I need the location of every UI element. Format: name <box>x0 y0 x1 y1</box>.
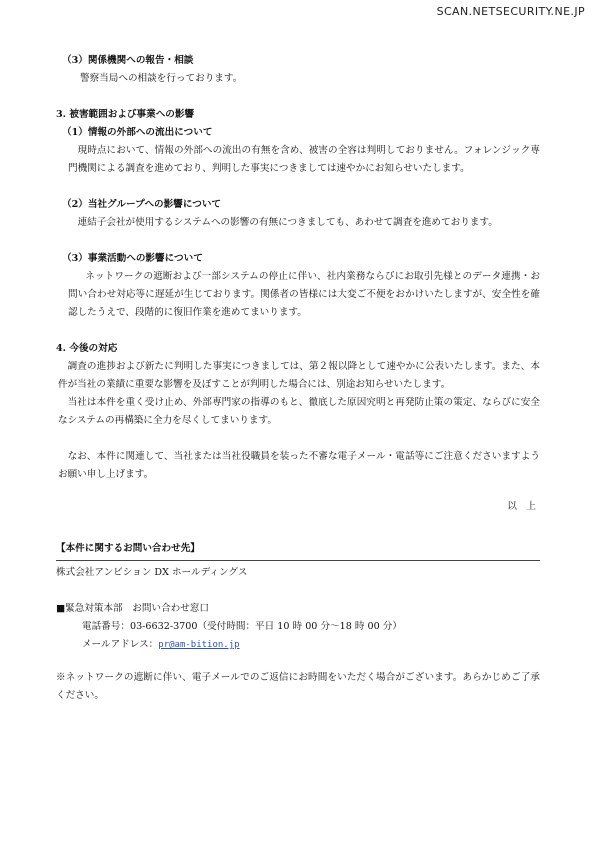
section-heading: （1）情報の外部への流出について <box>62 127 213 138</box>
mail-label: メールアドレス： <box>82 639 159 650</box>
section-heading: （3）関係機関への報告・相談 <box>62 55 194 66</box>
paragraph: 現時点において、情報の外部への流出の有無を含め、被害の全容は判明しておりません。フォレンジック専門機関による調査を進めており、判明した事実につきましては速やかにお知らせいたします。 <box>68 145 540 174</box>
contact-heading: 【本件に関するお問い合わせ先】 <box>56 543 200 554</box>
divider <box>56 560 540 561</box>
watermark: SCAN.NETSECURITY.NE.JP <box>436 5 585 18</box>
paragraph: ネットワークの遮断および一部システムの停止に伴い、社内業務ならびにお取引先様とのデータ連携・お問い合わせ対応等に遅延が生じております。関係者の皆様には大変ご不便をおかけいたしますが、安全性を確認したうえで、段階的に復旧作業を進めてまいります。 <box>68 271 540 318</box>
section-heading: （3）事業活動への影響について <box>62 253 203 264</box>
document-body <box>56 52 540 705</box>
contact-phone: 電話番号：03-6632-3700（受付時間：平日 10 時 00 分〜18 時 00 分） <box>82 621 402 632</box>
paragraph: 調査の進捗および新たに判明した事実につきましては、第２報以降として速やかに公表いたします。また、本件が当社の業績に重要な影響を及ぼすことが判明した場合には、別途お知らせいたします。 <box>58 361 540 390</box>
paragraph: 警察当局への相談を行っております。 <box>80 73 243 84</box>
closing-mark: 以 上 <box>507 501 536 512</box>
section-title: 4. 今後の対応 <box>56 343 118 354</box>
paragraph: 当社は本件を重く受け止め、外部専門家の指導のもと、徹底した原因究明と再発防止策の策定、ならびに安全なシステムの再構築に全力を尽くしてまいります。 <box>58 397 540 426</box>
contact-department: ■緊急対策本部 お問い合わせ窓口 <box>56 603 209 614</box>
section-heading: （2）当社グループへの影響について <box>62 199 222 210</box>
mail-link[interactable]: pr@am-bition.jp <box>158 640 240 650</box>
paragraph: なお、本件に関連して、当社または当社役職員を装った不審な電子メール・電話等にご注意くださいますようお願い申し上げます。 <box>58 451 540 480</box>
paragraph: 連結子会社が使用するシステムへの影響の有無につきましても、あわせて調査を進めております。 <box>77 217 498 228</box>
contact-mail <box>56 636 540 654</box>
section-title: 3. 被害範囲および事業への影響 <box>56 109 195 120</box>
company-name: 株式会社アンビション DX ホールディングス <box>56 567 248 578</box>
footnote: ※ネットワークの遮断に伴い、電子メールでのご返信にお時間をいただく場合がございます。あらかじめご了承ください。 <box>56 672 540 701</box>
